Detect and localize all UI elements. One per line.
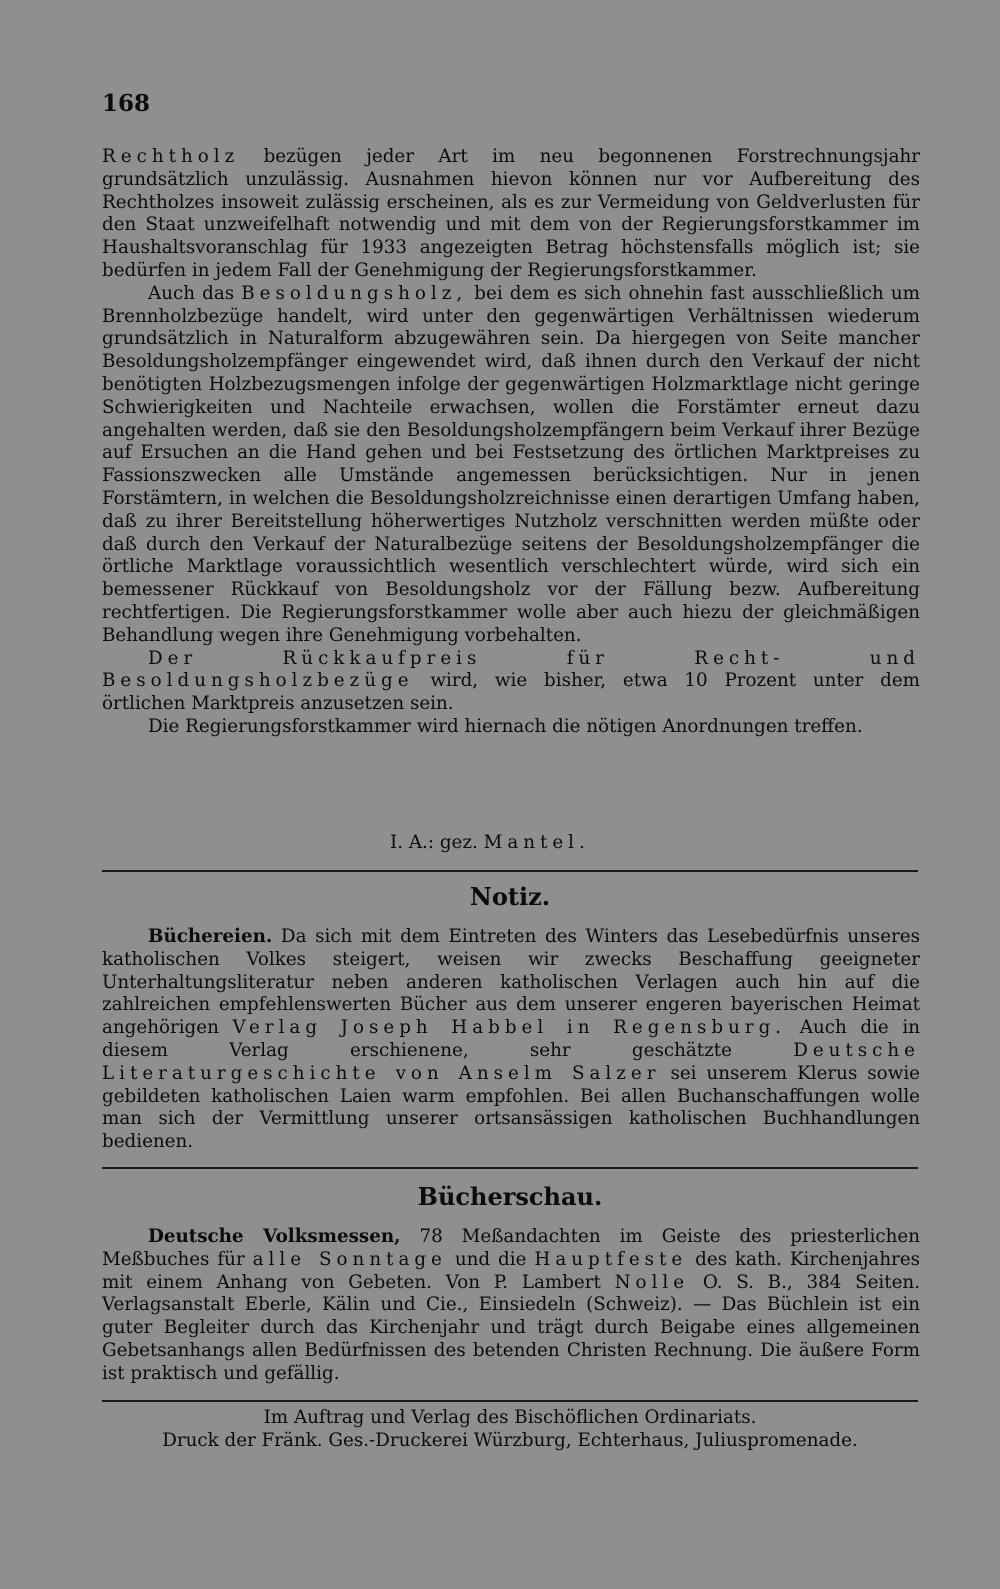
- spaced-term: Der Rückkaufpreis für Recht- und Besoldungsholzbezüge: [102, 647, 920, 692]
- imprint-line-1: Im Auftrag und Verlag des Bischöflichen Ordinariats.: [263, 1407, 757, 1428]
- section-divider: [102, 1167, 918, 1169]
- notiz-paragraph: Büchereien. Da sich mit dem Eintreten des Winters das Lesebedürfnis unseres katholischen Volkes steigert, weisen wir zwecks Beschaffung geeigneter Unterhaltungsliteratur neben anderen katholischen Verlagen auch hin auf die zahlreichen empfehlenswerten Bücher aus dem unserer engeren bayerischen Heimat angehörigen Verlag Joseph Habbel in Regensburg. Auch die in diesem Verlag erschienene, sehr geschätzte Deutsche Literaturgeschichte von Anselm Salzer sei unserem Klerus sowie gebildeten katholischen Laien warm empfohlen. Bei allen Buchanschaffungen wolle man sich der Vermittlung unserer ortsansässigen katholischen Buchhandlungen bedienen.: [102, 926, 921, 1153]
- page-number: 168: [102, 90, 151, 117]
- book-review-paragraph: Deutsche Volksmessen, 78 Meßandachten im Geiste des priesterlichen Meßbuches für alle Sonntage und die Hauptfeste des kath. Kirchenjahres mit einem Anhang von Gebeten. Von P. Lambert Nolle O. S. B., 384 Seiten. Verlagsanstalt Eberle, Kälin und Cie., Einsiedeln (Schweiz). — Das Büchlein ist ein guter Begleiter durch das Kirchenjahr und trägt durch Beigabe eines allgemeinen Gebetsanhangs allen Bedürfnissen des betenden Christen Rechnung. Die äußere Form ist praktisch und gefällig.: [102, 1226, 921, 1384]
- imprint-line-2: Druck der Fränk. Ges.-Druckerei Würzburg, Echterhaus, Juliuspromenade.: [162, 1430, 858, 1451]
- spaced-term: Besoldungsholz,: [241, 282, 468, 304]
- decree-paragraph-4: Die Regierungsforstkammer wird hiernach die nötigen Anordnungen treffen.: [148, 715, 863, 737]
- buecherschau-heading: Bücherschau.: [417, 1182, 603, 1211]
- decree-paragraph-2: Auch das Besoldungsholz, bei dem es sich ohnehin fast ausschließlich um Brennholzbezüge handelt, wird unter den gegenwärtigen Verhältnissen wiederum grundsätzlich in Naturalform abzugewähren sein. Da hiergegen von Seite mancher Besoldungsholzempfänger eingewendet wird, daß ihnen durch den Verkauf der nicht benötigten Holzbezugsmengen infolge der gegenwärtigen Holzmarktlage nicht geringe Schwierigkeiten und Nachteile erwachsen, wollen die Forstämter erneut dazu angehalten werden, daß sie den Besoldungsholzempfängern beim Verkauf ihrer Bezüge auf Ersuchen an die Hand gehen und bei Festsetzung des örtlichen Marktpreises zu Fassionszwecken alle Umstände angemessen berücksichtigen. Nur in jenen Forstämtern, in welchen die Besoldungsholzreichnisse einen derartigen Umfang haben, daß zu ihrer Bereitstellung höherwertiges Nutzholz verschnitten werden müßte oder daß durch den Verkauf der Naturalbezüge seitens der Besoldungsholzempfänger die örtliche Marktlage voraussichtlich wesentlich verschlechtert würde, wird sich ein bemessener Rückkauf von Besoldungsholz vor der Fällung bezw. Aufbereitung rechtfertigen. Die Regierungsforstkammer wolle aber auch hiezu der gleichmäßigen Behandlung wegen ihre Genehmigung vorbehalten.: [102, 282, 921, 646]
- decree-body: [102, 146, 920, 739]
- decree-paragraph-1: Rechtholz bezügen jeder Art im neu begonnenen Forstrechnungsjahr grundsätzlich unzulässig. Ausnahmen hievon können nur vor Aufbereitung des Rechtholzes insoweit zulässig erscheinen, als es zur Vermeidung von Geldverlusten für den Staat unzweifelhaft notwendig und mit dem von der Regierungsforstkammer im Haushaltsvoranschlag für 1933 angezeigten Betrag höchstensfalls möglich ist; sie bedürfen in jedem Fall der Genehmigung der Regierungsforstkammer.: [102, 146, 920, 281]
- spaced-term: Rechtholz: [102, 146, 240, 167]
- signature: I. A.: gez. Mantel.: [390, 832, 590, 853]
- decree-paragraph-3: Der Rückkaufpreis für Recht- und Besoldungsholzbezüge wird, wie bisher, etwa 10 Prozent unter dem örtlichen Marktpreis anzusetzen sein.: [102, 647, 921, 715]
- buecherschau-body: [102, 1226, 920, 1386]
- notiz-body: [102, 926, 920, 1154]
- notiz-heading: Notiz.: [469, 882, 551, 911]
- footer-divider: [102, 1400, 918, 1402]
- imprint: [102, 1406, 918, 1452]
- section-divider: [102, 870, 918, 872]
